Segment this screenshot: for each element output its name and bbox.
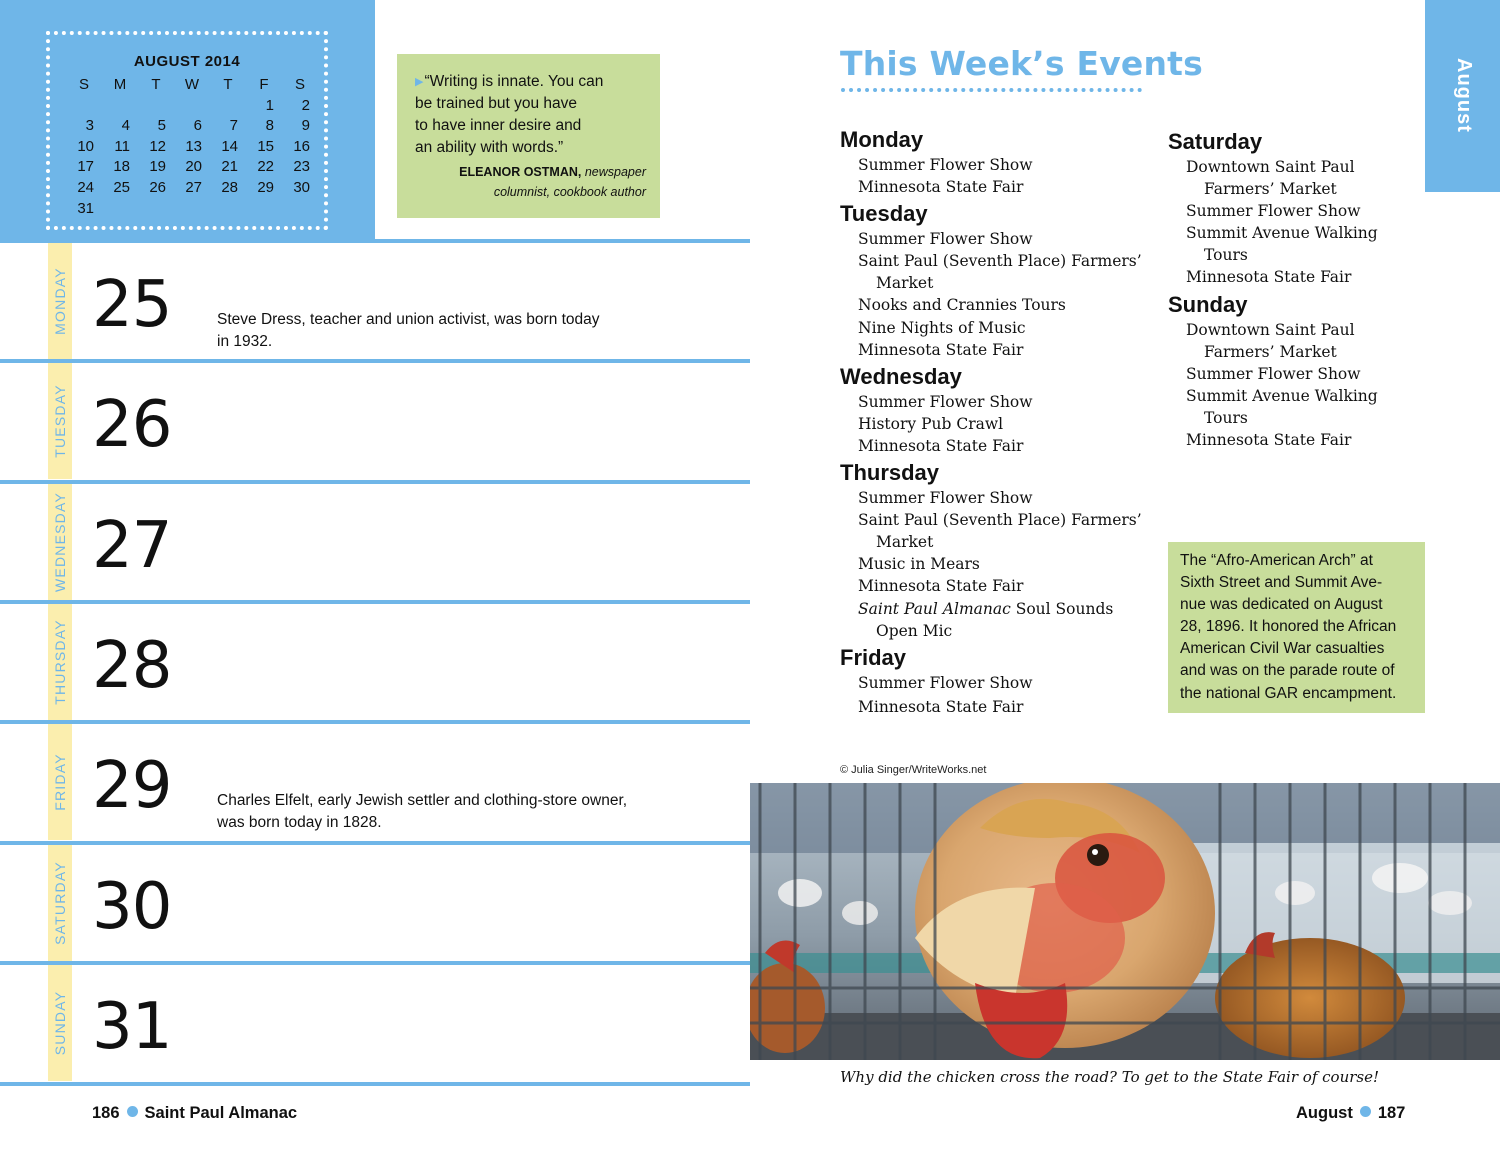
events-day-heading: Wednesday (840, 363, 962, 389)
page-number: 186 (92, 1104, 120, 1122)
bullet-dot-icon (1360, 1106, 1371, 1117)
calendar-date: 17 (77, 158, 94, 176)
calendar-date: 20 (185, 158, 202, 176)
calendar-date: 25 (113, 178, 130, 196)
day-tab (48, 243, 72, 359)
weekday-label: M (113, 76, 127, 93)
event-item-line: Market (876, 533, 934, 552)
day-name: MONDAY (52, 267, 68, 335)
calendar-date: 9 (301, 117, 310, 135)
event-item: Summer Flower Show (858, 230, 1033, 249)
event-item (840, 250, 1160, 294)
event-item: Summer Flower Show (858, 392, 1033, 411)
event-item: Nooks and Crannies Tours (858, 296, 1066, 315)
event-item: Minnesota State Fair (858, 340, 1024, 359)
day-note-line: was born today in 1828. (217, 814, 382, 831)
event-item: Minnesota State Fair (858, 178, 1024, 197)
events-day-heading: Sunday (1168, 291, 1248, 317)
day-name: THURSDAY (52, 619, 68, 705)
calendar-date: 8 (265, 117, 274, 135)
day-note-line: Charles Elfelt, early Jewish settler and clothing-store owner, (217, 792, 628, 809)
quote-line: an ability with words.” (415, 139, 564, 156)
event-item: Summer Flower Show (1186, 202, 1361, 221)
weekday-label: W (184, 76, 200, 93)
calendar-dotted-frame (46, 31, 328, 230)
event-item-line: Tours (1204, 246, 1248, 265)
calendar-week-row (66, 199, 318, 220)
event-item: History Pub Crawl (858, 414, 1004, 433)
calendar-date: 4 (121, 117, 130, 135)
event-item: Minnesota State Fair (858, 697, 1024, 716)
events-day-heading: Saturday (1168, 129, 1263, 154)
event-item (1168, 222, 1418, 266)
events-day-heading: Monday (840, 127, 924, 152)
event-item-line: Tours (1204, 408, 1248, 427)
calendar-week-row (66, 157, 318, 178)
quote-box (397, 54, 660, 218)
calendar-date (246, 199, 282, 220)
day-number: 27 (92, 509, 172, 583)
weekday-label: S (78, 76, 89, 93)
calendar-date: 23 (293, 158, 310, 176)
event-item: Summer Flower Show (858, 156, 1033, 174)
event-item: Summer Flower Show (858, 673, 1033, 692)
calendar-date (174, 199, 210, 220)
month-thumb-tab (1425, 0, 1500, 192)
event-item-line: Summit Avenue Walking (1186, 224, 1378, 243)
publication-title: Saint Paul Almanac (858, 599, 1011, 618)
event-item-line: Saint Paul (Seventh Place) Farmers’ (858, 252, 1142, 271)
calendar-date: 29 (257, 178, 274, 196)
mini-calendar (0, 0, 375, 243)
chicken-photo (750, 783, 1500, 1060)
calendar-date: 15 (257, 137, 274, 155)
calendar-week-row (66, 178, 318, 199)
calendar-date: 3 (85, 117, 94, 135)
calendar-date: 13 (185, 137, 202, 155)
calendar-title: AUGUST 2014 (133, 53, 241, 70)
fact-line: Sixth Street and Summit Ave- (1180, 574, 1383, 592)
calendar-grid (66, 75, 318, 219)
day-row-sunday (0, 965, 750, 1081)
day-tab (48, 484, 72, 600)
event-item-line: Downtown Saint Paul (1186, 158, 1355, 176)
calendar-date: 30 (293, 178, 310, 196)
day-name: FRIDAY (52, 753, 68, 811)
quote-author-role: columnist, cookbook author (493, 185, 646, 199)
quote-author-role: newspaper (584, 165, 646, 179)
left-page-footer (92, 1104, 297, 1123)
events-title: This Week’s Events (840, 44, 1203, 83)
event-item: Nine Nights of Music (858, 318, 1026, 337)
calendar-date: 14 (221, 137, 238, 155)
event-item: Minnesota State Fair (1186, 268, 1352, 287)
fact-line: nue was dedicated on August (1180, 596, 1383, 614)
weekday-label: S (294, 76, 305, 93)
calendar-date: 22 (257, 158, 274, 176)
events-day-heading: Friday (840, 644, 907, 670)
calendar-date: 11 (114, 137, 130, 155)
day-row-friday (0, 724, 750, 840)
calendar-date: 5 (157, 117, 166, 135)
day-row-thursday (0, 604, 750, 720)
day-number: 26 (92, 388, 172, 462)
calendar-date (138, 96, 174, 117)
day-tab (48, 845, 72, 961)
calendar-date (174, 96, 210, 117)
event-item-line: Summit Avenue Walking (1186, 386, 1378, 405)
bullet-dot-icon (127, 1106, 138, 1117)
calendar-date: 24 (77, 178, 94, 196)
day-note (217, 309, 687, 353)
fact-line: the national GAR encampment. (1180, 684, 1397, 702)
calendar-date (102, 96, 138, 117)
calendar-date (210, 96, 246, 117)
calendar-date (66, 96, 102, 117)
right-page-footer (1296, 1104, 1405, 1123)
calendar-week-row (66, 116, 318, 137)
quote-line: to have inner desire and (415, 117, 582, 134)
event-item-line: Farmers’ Market (1204, 180, 1337, 199)
quote-author-name: ELEANOR OSTMAN, (459, 165, 582, 179)
quote-line: be trained but you have (415, 95, 578, 112)
day-row-tuesday (0, 363, 750, 479)
section-title: August (1296, 1104, 1353, 1122)
calendar-date: 19 (149, 158, 166, 176)
quote-author (415, 162, 646, 202)
calendar-date: 1 (265, 96, 274, 114)
event-item: Summer Flower Show (1186, 364, 1361, 383)
calendar-date: 28 (221, 178, 238, 196)
day-number: 29 (92, 749, 172, 823)
calendar-date: 16 (293, 137, 310, 155)
day-tab (48, 604, 72, 720)
day-name: SUNDAY (52, 990, 68, 1056)
triangle-bullet-icon: ▶ (415, 76, 424, 88)
event-item: Minnesota State Fair (1186, 431, 1352, 450)
events-day-heading: Thursday (840, 460, 940, 486)
page-number: 187 (1377, 1104, 1406, 1122)
event-item: Minnesota State Fair (858, 436, 1024, 455)
day-note (217, 790, 687, 834)
day-tab (48, 965, 72, 1081)
month-tab-label: August (1453, 58, 1475, 133)
day-row-saturday (0, 845, 750, 961)
day-number: 30 (92, 870, 172, 944)
weekday-label: T (151, 76, 161, 93)
calendar-date: 26 (149, 178, 166, 196)
calendar-date (138, 199, 174, 220)
calendar-date: 18 (113, 158, 130, 176)
calendar-date: 6 (193, 117, 202, 135)
calendar-week-row (66, 96, 318, 117)
day-tab (48, 363, 72, 479)
event-item (1168, 319, 1418, 363)
quote-line: “Writing is innate. You can (424, 73, 604, 90)
calendar-date: 7 (229, 117, 238, 135)
calendar-date: 12 (149, 137, 166, 155)
fact-box (1168, 542, 1425, 713)
event-item (840, 598, 1160, 642)
event-item: Music in Mears (858, 555, 980, 574)
calendar-weekday-row (66, 75, 318, 96)
day-note-line: Steve Dress, teacher and union activist, was born today (217, 311, 600, 328)
events-day-heading: Tuesday (840, 201, 928, 227)
day-number: 31 (92, 990, 172, 1064)
day-name: TUESDAY (52, 384, 68, 458)
events-column-right (1168, 126, 1418, 451)
event-item-line: Downtown Saint Paul (1186, 320, 1355, 339)
fact-line: American Civil War casualties (1180, 640, 1385, 658)
day-row-wednesday (0, 484, 750, 600)
weekday-label: F (259, 76, 269, 93)
day-tab (48, 724, 72, 840)
quote-text (415, 71, 646, 159)
events-column-left (840, 124, 1160, 718)
event-item (1168, 156, 1418, 200)
event-item-line: Soul Sounds (1015, 599, 1114, 618)
day-note-line: in 1932. (217, 333, 273, 350)
weekday-label: T (223, 76, 233, 93)
calendar-date: 27 (185, 178, 202, 196)
day-row-monday (0, 243, 750, 359)
photo-caption: Why did the chicken cross the road? To get to the State Fair of course! (840, 1068, 1380, 1086)
photo-credit: © Julia Singer/WriteWorks.net (840, 764, 987, 776)
day-number: 28 (92, 629, 172, 703)
event-item: Minnesota State Fair (858, 577, 1024, 596)
calendar-date: 21 (221, 158, 238, 176)
event-item-line: Open Mic (876, 621, 953, 640)
fact-line: 28, 1896. It honored the African (1180, 618, 1397, 636)
calendar-date (210, 199, 246, 220)
event-item (840, 509, 1160, 553)
fact-line: and was on the parade route of (1180, 662, 1395, 680)
fact-line: The “Afro-American Arch” at (1180, 552, 1373, 569)
day-divider (0, 1082, 750, 1086)
calendar-date: 10 (77, 137, 94, 155)
calendar-date: 2 (301, 96, 310, 114)
event-item-line: Market (876, 274, 934, 293)
day-name: WEDNESDAY (52, 492, 68, 592)
event-item (1168, 385, 1418, 429)
calendar-date: 31 (77, 199, 94, 217)
event-item-line: Farmers’ Market (1204, 342, 1337, 361)
chicken-illustration (750, 783, 1500, 1060)
calendar-date (282, 199, 318, 220)
calendar-date (102, 199, 138, 220)
events-title-underline (841, 88, 1142, 92)
day-number: 25 (92, 268, 172, 342)
day-name: SATURDAY (52, 861, 68, 945)
book-title: Saint Paul Almanac (144, 1104, 298, 1122)
event-item-line: Saint Paul (Seventh Place) Farmers’ (858, 511, 1142, 530)
calendar-week-row (66, 137, 318, 158)
event-item: Summer Flower Show (858, 489, 1033, 508)
